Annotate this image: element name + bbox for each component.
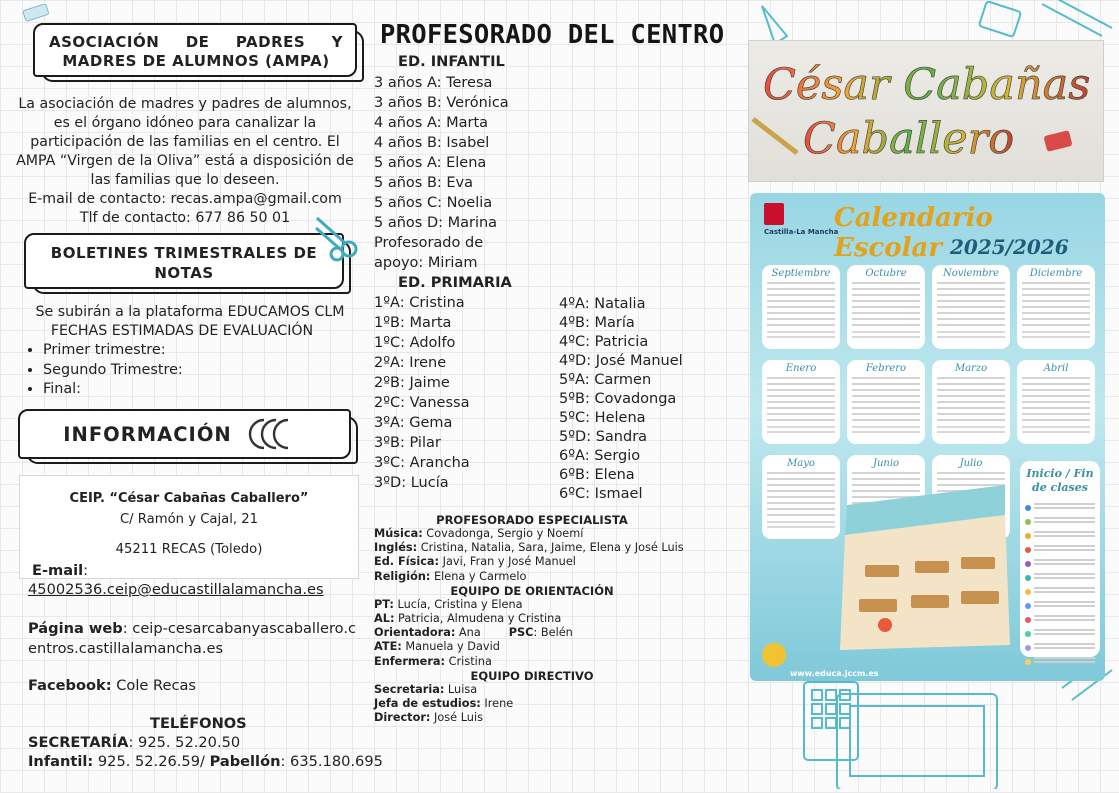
- email-label: E-mail: [32, 562, 84, 579]
- month-days-grid: [767, 282, 835, 328]
- secretaria-label: SECRETARÍA: [28, 734, 129, 751]
- calendar-title: Calendario Escolar: [834, 203, 993, 263]
- legend-color-dot: [1025, 645, 1031, 651]
- month-notes: [937, 426, 1005, 436]
- legend-row: [1025, 587, 1095, 595]
- month-notes: [1022, 331, 1090, 341]
- web-row: [28, 619, 363, 658]
- orientadora-row: Orientadora: Ana PSC: Belén: [374, 626, 573, 640]
- legend-text-lines: [1034, 643, 1095, 651]
- month-name: Febrero: [865, 363, 907, 374]
- pabellon-label: Pabellón: [209, 753, 281, 770]
- legend-color-dot: [1025, 505, 1031, 511]
- ampa-title: ASOCIACIÓN DE PADRES Y MADRES DE ALUMNOS (AMPA): [49, 33, 343, 70]
- legend-text-lines: [1034, 531, 1095, 539]
- month-name: Noviembre: [942, 268, 1000, 279]
- ingles-row: Inglés: Cristina, Natalia, Sara, Jaime, Elena y José Luis: [374, 541, 684, 555]
- telefonos-title: TELÉFONOS: [150, 715, 247, 732]
- month-days-grid: [937, 377, 1005, 423]
- list-item: 1ºB: Marta: [374, 315, 452, 331]
- month-name: Mayo: [787, 458, 815, 469]
- orientacion-heading: EQUIPO DE ORIENTACIÓN: [450, 583, 614, 598]
- especialista-heading: PROFESORADO ESPECIALISTA: [436, 513, 628, 527]
- infantil-phone-row: [28, 752, 383, 772]
- legend-color-dot: [1025, 589, 1031, 595]
- month-name: Marzo: [954, 363, 988, 374]
- director-row: Director: José Luis: [374, 711, 483, 725]
- legend-text-lines: [1034, 545, 1095, 553]
- list-item: • Segundo Trimestre:: [43, 361, 183, 381]
- infantil-phone: 925. 52.26.59/: [93, 753, 210, 770]
- legend-row: [1025, 657, 1095, 665]
- religion-row: Religión: Elena y Carmelo: [374, 569, 527, 583]
- legend-row: [1025, 601, 1095, 609]
- list-item: 4 años A: Marta: [374, 115, 489, 131]
- boletines-title: BOLETINES TRIMESTRALES DE NOTAS: [50, 244, 318, 282]
- calendar-url[interactable]: www.educa.jccm.es: [790, 669, 879, 678]
- secretaria-phone-row: [28, 733, 240, 753]
- list-item: 5 años D: Marina: [374, 215, 498, 231]
- month-days-grid: [1022, 377, 1090, 423]
- legend-row: [1025, 531, 1095, 539]
- month-name: Enero: [785, 363, 817, 374]
- legend-text-lines: [1034, 601, 1095, 609]
- month-days-grid: [1022, 282, 1090, 328]
- photo-line2: Caballero: [803, 114, 1015, 164]
- list-item: 6ºA: Sergio: [559, 448, 641, 464]
- legend-row: [1025, 517, 1095, 525]
- month-notes: [1022, 426, 1090, 436]
- legend-text-lines: [1034, 503, 1095, 511]
- month-card: [1017, 265, 1095, 349]
- legend-color-dot: [1025, 659, 1031, 665]
- month-name: Julio: [959, 458, 983, 469]
- legend-color-dot: [1025, 603, 1031, 609]
- list-item: 6ºC: Ismael: [559, 486, 643, 502]
- school-calendar-poster: [750, 193, 1105, 681]
- month-days-grid: [852, 377, 920, 423]
- legend-text-lines: [1034, 657, 1095, 665]
- month-notes: [852, 426, 920, 436]
- legend-row: [1025, 545, 1095, 553]
- legend-text-lines: [1034, 559, 1095, 567]
- list-item: 6ºB: Elena: [559, 467, 635, 483]
- month-days-grid: [767, 377, 835, 423]
- legend-title: Inicio / Fin de clases: [1026, 467, 1094, 494]
- month-notes: [767, 521, 835, 531]
- list-item: 3ºC: Arancha: [374, 455, 470, 471]
- evaluation-dates-list: [43, 341, 183, 400]
- legend-text-lines: [1034, 587, 1095, 595]
- month-name: Octubre: [865, 268, 907, 279]
- month-card: [847, 360, 925, 444]
- month-days-grid: [852, 282, 920, 328]
- infantil-label: Infantil:: [28, 753, 94, 770]
- legend-color-dot: [1025, 547, 1031, 553]
- secretaria-row: Secretaria: Luisa: [374, 682, 478, 696]
- list-item: • Primer trimestre:: [43, 341, 183, 361]
- month-card: [762, 455, 840, 539]
- classroom-illustration: [835, 475, 1015, 655]
- legend-color-dot: [1025, 533, 1031, 539]
- informacion-banner: [18, 409, 351, 459]
- facebook-label: Facebook:: [28, 677, 112, 694]
- list-item: 3 años B: Verónica: [374, 95, 509, 111]
- list-item: 5 años C: Noelia: [374, 195, 493, 211]
- calendar-year: 2025/2026: [950, 235, 1069, 259]
- enfermera-row: Enfermera: Cristina: [374, 654, 492, 668]
- month-days-grid: [767, 472, 835, 518]
- primaria-heading: ED. PRIMARIA: [398, 274, 512, 291]
- musica-row: Música: Covadonga, Sergio y Noemí: [374, 527, 584, 540]
- calendar-legend: [1020, 461, 1100, 657]
- photo-line1: César Cabañas: [763, 60, 1091, 110]
- web-link[interactable]: : ceip-cesarcabanyascaballero.centros.castillalamancha.es: [28, 620, 357, 657]
- month-notes: [767, 426, 835, 436]
- list-item: apoyo: Miriam: [374, 255, 478, 271]
- legend-text-lines: [1034, 573, 1095, 581]
- edfisica-row: Ed. Física: Javi, Fran y José Manuel: [374, 555, 576, 569]
- legend-color-dot: [1025, 575, 1031, 581]
- list-item: 4ºC: Patricia: [559, 334, 649, 350]
- list-item: 4ºB: María: [559, 315, 635, 331]
- month-name: Septiembre: [771, 268, 831, 279]
- brand-logo-icon: [764, 203, 784, 225]
- month-card: [1017, 360, 1095, 444]
- school-name-photo: [748, 40, 1104, 182]
- legend-text-lines: [1034, 517, 1095, 525]
- al-row: AL: Patricia, Almudena y Cristina: [374, 612, 562, 626]
- pabellon-phone: : 635.180.695: [280, 753, 383, 770]
- list-item: 5ºB: Covadonga: [559, 391, 677, 407]
- jefa-row: Jefa de estudios: Irene: [374, 697, 514, 711]
- legend-color-dot: [1025, 561, 1031, 567]
- month-notes: [767, 331, 835, 341]
- month-name: Diciembre: [1029, 268, 1083, 279]
- list-item: 1ºA: Cristina: [374, 295, 465, 311]
- legend-row: [1025, 643, 1095, 651]
- month-days-grid: [937, 282, 1005, 328]
- list-item: 1ºC: Adolfo: [374, 335, 456, 351]
- facebook-row: [28, 676, 196, 696]
- staff-details: [374, 513, 714, 725]
- page-title: PROFESORADO DEL CENTRO: [380, 20, 725, 50]
- scissors-icon: [312, 212, 362, 262]
- list-item: 3ºD: Lucía: [374, 475, 449, 491]
- pt-row: PT: Lucía, Cristina y Elena: [374, 597, 523, 611]
- infantil-list: [374, 73, 524, 273]
- list-item: 4ºD: José Manuel: [559, 353, 683, 369]
- list-item: 2ºB: Jaime: [374, 375, 450, 391]
- school-logo-icon: [244, 416, 306, 452]
- directivo-heading: EQUIPO DIRECTIVO: [470, 668, 594, 683]
- list-item: 5 años A: Elena: [374, 155, 487, 171]
- legend-color-dot: [1025, 631, 1031, 637]
- list-item: 3 años A: Teresa: [374, 75, 493, 91]
- legend-row: [1025, 615, 1095, 623]
- list-item: 3ºA: Gema: [374, 415, 453, 431]
- month-card: [847, 265, 925, 349]
- ampa-phone: Tlf de contacto: 677 86 50 01: [79, 210, 291, 226]
- list-item: 5 años B: Eva: [374, 175, 474, 191]
- list-item: 5ºD: Sandra: [559, 429, 648, 445]
- tape-icon: [22, 4, 52, 22]
- month-card: [932, 360, 1010, 444]
- month-name: Abril: [1043, 363, 1069, 374]
- list-item: 5ºA: Carmen: [559, 372, 652, 388]
- list-item: 4ºA: Natalia: [559, 296, 646, 312]
- ampa-description: La asociación de madres y padres de alumnos, es el órgano idóneo para canalizar la participación de las familias en el centro. El AMPA “Virgen de la Oliva” está a disposición de las familias que lo deseen.: [16, 96, 354, 188]
- month-card: [762, 360, 840, 444]
- month-notes: [937, 331, 1005, 341]
- primaria-list-2: [559, 295, 739, 504]
- list-item: 3ºB: Pilar: [374, 435, 441, 451]
- legend-text-lines: [1034, 615, 1095, 623]
- email-row: E-mail:: [32, 562, 89, 579]
- list-item: 2ºC: Vanessa: [374, 395, 470, 411]
- school-city: 45211 RECAS (Toledo): [115, 542, 263, 557]
- facebook-value[interactable]: Cole Recas: [111, 677, 197, 694]
- legend-text-lines: [1034, 629, 1095, 637]
- informacion-title: INFORMACIÓN: [63, 422, 232, 446]
- boletines-line1: Se subirán a la plataforma EDUCAMOS CLM: [35, 304, 345, 320]
- list-item: 4 años B: Isabel: [374, 135, 490, 151]
- month-card: [762, 265, 840, 349]
- boletines-line2: FECHAS ESTIMADAS DE EVALUACIÓN: [50, 323, 314, 339]
- legend-color-dot: [1025, 519, 1031, 525]
- list-item: Profesorado de: [374, 235, 484, 251]
- list-item: • Final:: [43, 380, 183, 400]
- ampa-banner: [33, 23, 357, 77]
- month-notes: [852, 331, 920, 341]
- boletines-banner: [24, 233, 344, 289]
- list-item: 2ºA: Irene: [374, 355, 447, 371]
- legend-row: [1025, 573, 1095, 581]
- legend-row: [1025, 559, 1095, 567]
- brand-name: Castilla-La Mancha: [764, 228, 839, 236]
- ampa-email: E-mail de contacto: recas.ampa@gmail.com: [28, 191, 342, 207]
- primaria-list-1: [374, 293, 554, 493]
- legend-row: [1025, 503, 1095, 511]
- month-name: Junio: [872, 458, 900, 469]
- school-street: C/ Ramón y Cajal, 21: [119, 512, 259, 527]
- list-item: 5ºC: Helena: [559, 410, 646, 426]
- ate-row: ATE: Manuela y David: [374, 640, 500, 654]
- infantil-heading: ED. INFANTIL: [398, 53, 505, 70]
- email-link[interactable]: 45002536.ceip@educastillalamancha.es: [28, 581, 324, 598]
- legend-row: [1025, 629, 1095, 637]
- school-name: CEIP. “César Cabañas Caballero”: [69, 491, 309, 506]
- web-label: Página web: [28, 620, 123, 637]
- educa-logo-icon: [762, 643, 786, 667]
- secretaria-phone: : 925. 52.20.50: [128, 734, 241, 751]
- legend-color-dot: [1025, 617, 1031, 623]
- month-card: [932, 265, 1010, 349]
